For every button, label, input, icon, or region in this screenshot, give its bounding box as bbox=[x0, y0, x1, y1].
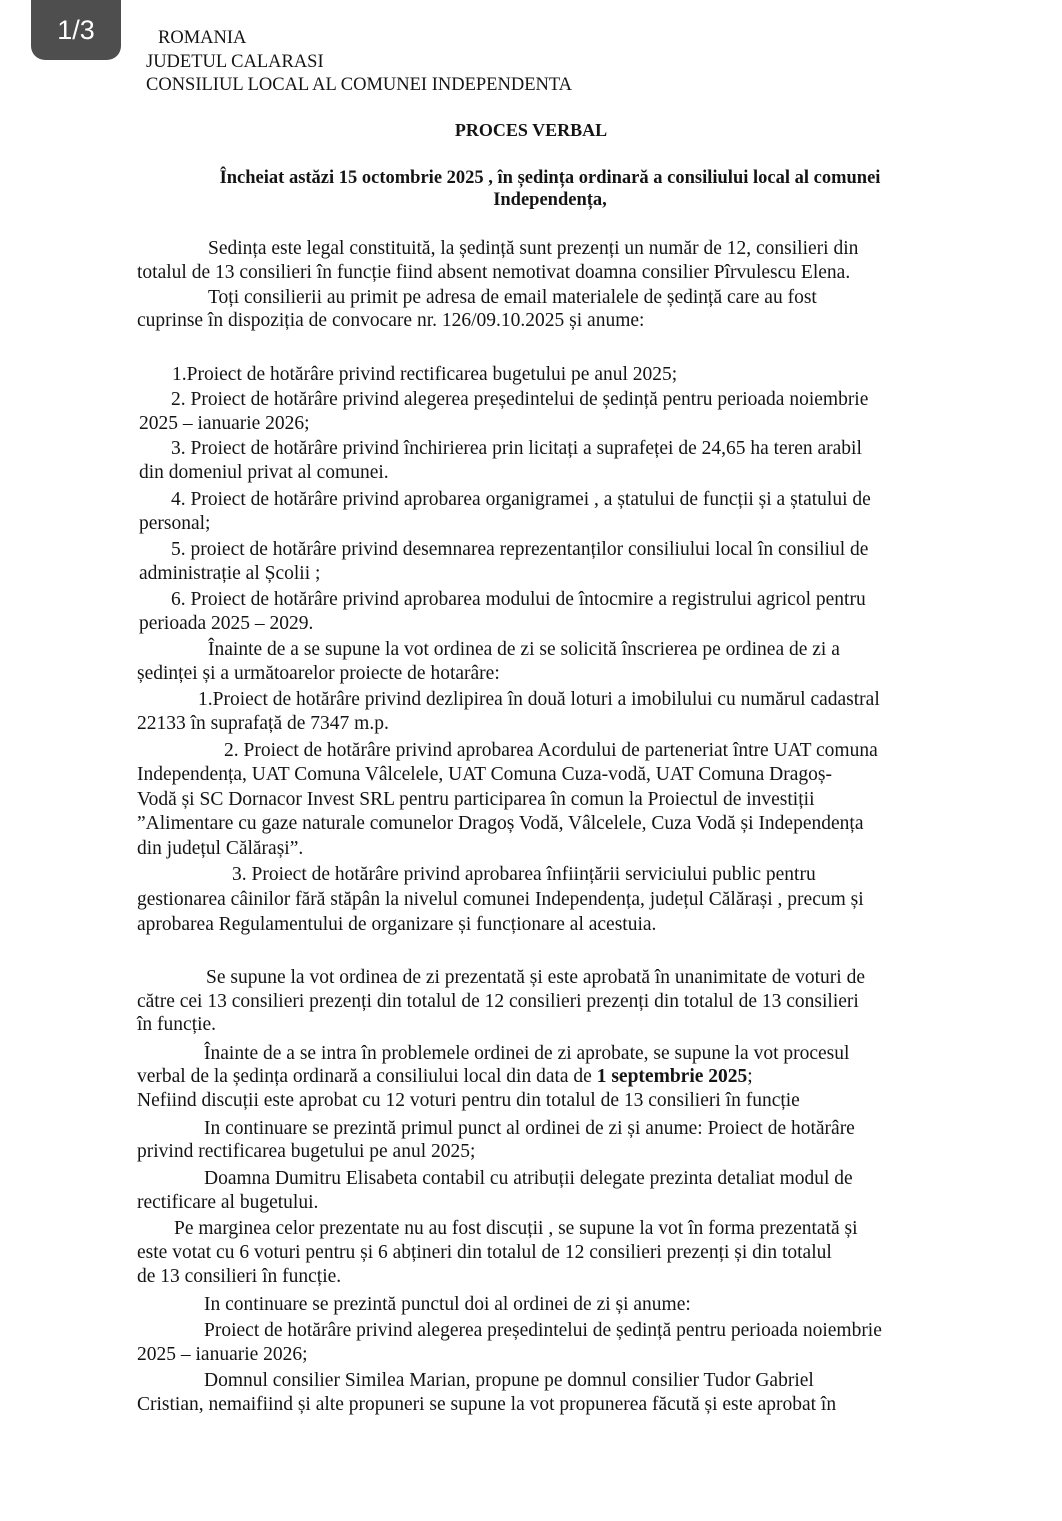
agenda-item-cont: din domeniul privat al comunei. bbox=[139, 462, 389, 483]
extra-agenda-item: 3. Proiect de hotărâre privind aprobarea înființării serviciului public pentru bbox=[232, 864, 816, 885]
body-line: cuprinse în dispoziția de convocare nr. 126/09.10.2025 și anume: bbox=[137, 310, 645, 331]
body-line bbox=[137, 1065, 753, 1089]
body-line: rectificare al bugetului. bbox=[137, 1192, 319, 1213]
extra-agenda-item-cont: aprobarea Regulamentului de organizare și funcționare al acestuia. bbox=[137, 914, 657, 935]
body-line: Cristian, nemaifiind și alte propuneri se supune la vot propunerea făcută și este aprobat în bbox=[137, 1394, 837, 1415]
body-line: de 13 consilieri în funcție. bbox=[137, 1266, 342, 1287]
body-line: In continuare se prezintă punctul doi al ordinei de zi și anume: bbox=[204, 1294, 691, 1315]
header-county: JUDETUL CALARASI bbox=[146, 52, 324, 72]
body-line: totalul de 13 consilieri în funcție fiind absent nemotivat doamna consilier Pîrvulescu Elena. bbox=[137, 262, 851, 283]
extra-agenda-item-cont: gestionarea câinilor fără stăpân la nivelul comunei Independența, județul Călărași , precum și bbox=[137, 889, 864, 910]
body-text: ; bbox=[747, 1066, 753, 1087]
body-line: este votat cu 6 voturi pentru și 6 abțineri din totalul de 12 consilieri prezenți și din totalul bbox=[137, 1242, 832, 1263]
agenda-item-cont: 2025 – ianuarie 2026; bbox=[139, 413, 310, 434]
body-line: Nefiind discuții este aprobat cu 12 voturi pentru din totalul de 13 consilieri în funcție bbox=[137, 1090, 800, 1111]
document-title: PROCES VERBAL bbox=[454, 120, 608, 140]
body-line: către cei 13 consilieri prezenți din totalul de 12 consilieri prezenți din totalul de 13 consilieri bbox=[137, 991, 859, 1012]
page-indicator-badge: 1/3 bbox=[31, 0, 121, 60]
agenda-item: 3. Proiect de hotărâre privind închirierea prin licitați a suprafeței de 24,65 ha teren arabil bbox=[171, 438, 862, 459]
agenda-item-cont: perioada 2025 – 2029. bbox=[139, 613, 314, 634]
agenda-item-cont: administrație al Școlii ; bbox=[139, 563, 321, 584]
body-line: Pe marginea celor prezentate nu au fost discuții , se supune la vot în forma prezentată și bbox=[174, 1218, 858, 1239]
extra-agenda-item: 2. Proiect de hotărâre privind aprobarea Acordului de parteneriat între UAT comuna bbox=[224, 740, 878, 761]
previous-session-date: 1 septembrie 2025 bbox=[596, 1066, 748, 1087]
extra-agenda-item-cont: ”Alimentare cu gaze naturale comunelor Dragoș Vodă, Vâlcelele, Cuza Vodă și Independența bbox=[137, 813, 864, 834]
agenda-item: 6. Proiect de hotărâre privind aprobarea modului de întocmire a registrului agricol pentru bbox=[171, 589, 866, 610]
body-line: în funcție. bbox=[137, 1014, 217, 1035]
header-country: ROMANIA bbox=[158, 28, 247, 48]
extra-agenda-item-cont: 22133 în suprafață de 7347 m.p. bbox=[137, 713, 389, 734]
body-text: verbal de la ședința ordinară a consiliului local din data de bbox=[137, 1066, 597, 1087]
agenda-item: 5. proiect de hotărâre privind desemnarea reprezentanților consiliului local în consiliul de bbox=[171, 539, 869, 560]
extra-agenda-item-cont: Vodă și SC Dornacor Invest SRL pentru participarea în comun la Proiectul de investiții bbox=[137, 789, 815, 810]
agenda-item: 4. Proiect de hotărâre privind aprobarea organigramei , a ștatului de funcții și a ștatului de bbox=[171, 489, 871, 510]
body-line: Toți consilierii au primit pe adresa de email materialele de ședință care au fost bbox=[208, 287, 817, 308]
body-line: Înainte de a se supune la vot ordinea de zi se solicită înscrierea pe ordinea de zi a bbox=[208, 639, 840, 660]
body-line: Domnul consilier Similea Marian, propune pe domnul consilier Tudor Gabriel bbox=[204, 1370, 814, 1391]
agenda-item-cont: personal; bbox=[139, 513, 211, 534]
agenda-item: 1.Proiect de hotărâre privind rectificarea bugetului pe anul 2025; bbox=[172, 364, 678, 385]
body-line: Sedința este legal constituită, la ședință sunt prezenți un număr de 12, consilieri din bbox=[208, 238, 859, 259]
document-subtitle-line2: Independența, bbox=[493, 190, 607, 210]
body-line: Proiect de hotărâre privind alegerea președintelui de ședință pentru perioada noiembrie bbox=[204, 1320, 882, 1341]
body-line: Înainte de a se intra în problemele ordinei de zi aprobate, se supune la vot procesul bbox=[204, 1043, 850, 1064]
body-line: In continuare se prezintă primul punct al ordinei de zi și anume: Proiect de hotărâre bbox=[204, 1118, 855, 1139]
body-line: Se supune la vot ordinea de zi prezentată și este aprobată în unanimitate de voturi de bbox=[206, 967, 865, 988]
extra-agenda-item-cont: Independența, UAT Comuna Vâlcelele, UAT Comuna Cuza-vodă, UAT Comuna Dragoș- bbox=[137, 764, 832, 785]
body-line: privind rectificarea bugetului pe anul 2025; bbox=[137, 1141, 476, 1162]
body-line: Doamna Dumitru Elisabeta contabil cu atribuții delegate prezinta detaliat modul de bbox=[204, 1168, 853, 1189]
header-council: CONSILIUL LOCAL AL COMUNEI INDEPENDENTA bbox=[146, 75, 573, 95]
agenda-item: 2. Proiect de hotărâre privind alegerea președintelui de ședință pentru perioada noiembrie bbox=[171, 389, 869, 410]
body-line: 2025 – ianuarie 2026; bbox=[137, 1344, 308, 1365]
extra-agenda-item-cont: din județul Călărași”. bbox=[137, 838, 304, 859]
body-line: ședinței și a următoarelor proiecte de hotarâre: bbox=[137, 663, 500, 684]
document-subtitle-line1: Încheiat astăzi 15 octombrie 2025 , în ședința ordinară a consiliului local al comunei bbox=[219, 168, 881, 188]
extra-agenda-item: 1.Proiect de hotărâre privind dezlipirea în două loturi a imobilului cu numărul cadastral bbox=[198, 689, 880, 710]
